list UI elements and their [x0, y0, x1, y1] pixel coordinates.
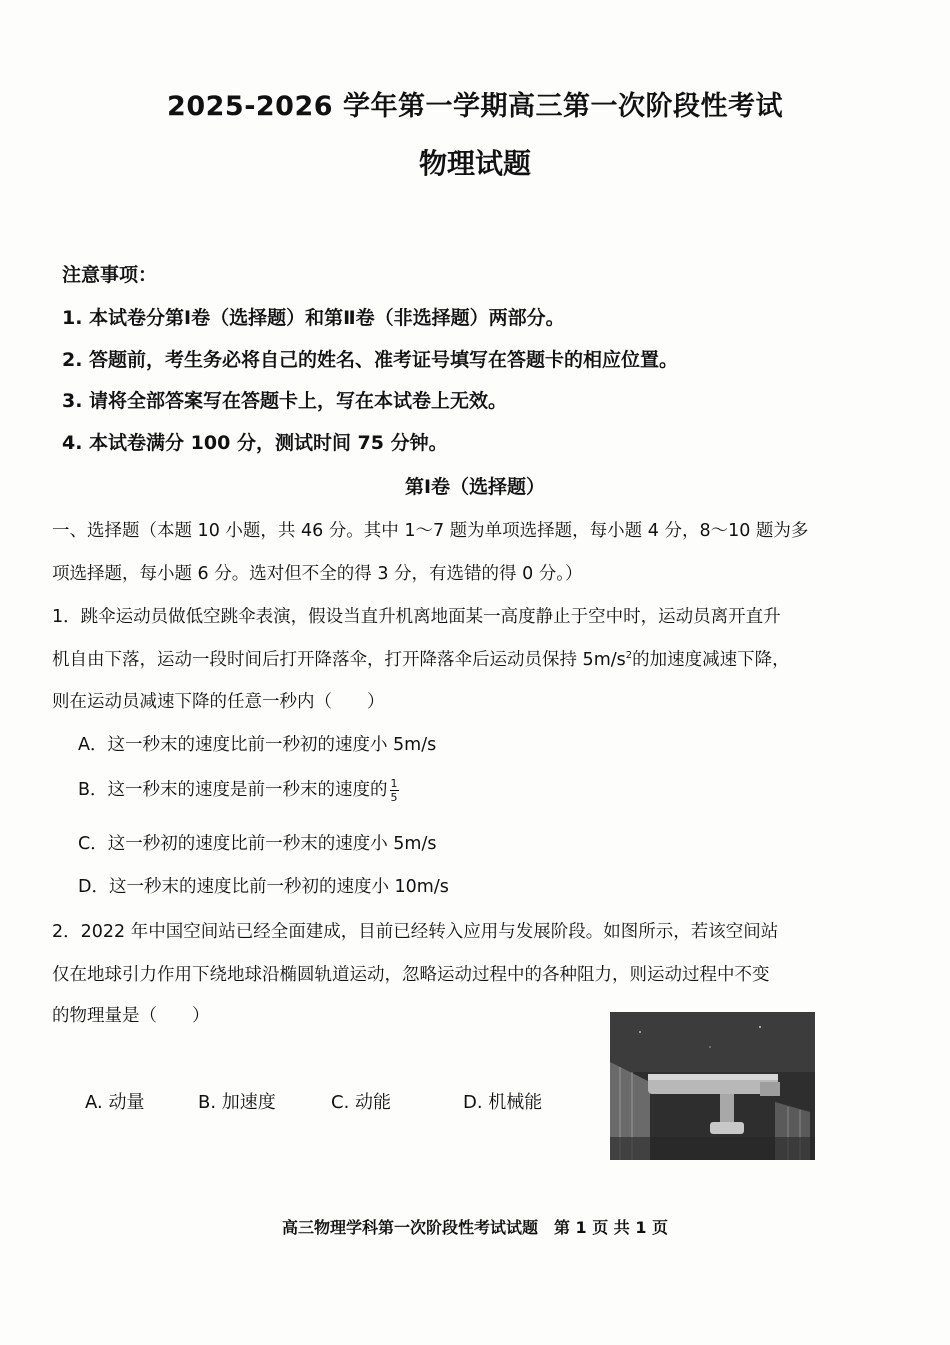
notice-item: 4. 本试卷满分 100 分，测试时间 75 分钟。: [62, 432, 448, 454]
question-1-option-b: [78, 776, 399, 804]
q1-text: 机自由下落，运动一段时间后打开降落伞，打开降落伞后运动员保持 5m/s: [52, 650, 626, 670]
question-1-stem: [52, 646, 790, 671]
section-intro: 项选择题，每小题 6 分。选对但不全的得 3 分，有选错的得 0 分。）: [52, 564, 583, 584]
notice-item: 3. 请将全部答案写在答题卡上，写在本试卷上无效。: [62, 390, 508, 412]
question-2-option-a: A. 动量: [85, 1092, 145, 1113]
fraction-denominator: 5: [390, 790, 398, 804]
option-b-text: B．这一秒末的速度是前一秒末的速度的: [78, 780, 388, 800]
question-2-stem: 的物理量是（ ）: [52, 1006, 210, 1026]
question-1-stem: 则在运动员减速下降的任意一秒内（ ）: [52, 692, 385, 712]
question-2-option-d: D. 机械能: [463, 1092, 543, 1113]
question-1-option-a: A．这一秒末的速度比前一秒初的速度小 5m/s: [78, 735, 437, 755]
fraction: [390, 777, 399, 804]
exam-subject: 物理试题: [418, 147, 531, 180]
space-station-photo: [610, 1012, 815, 1160]
section-title: 第Ⅰ卷（选择题）: [404, 476, 546, 498]
space-station-illustration: [610, 1012, 815, 1160]
exponent: 2: [625, 650, 633, 662]
question-2-stem: 仅在地球引力作用下绕地球沿椭圆轨道运动，忽略运动过程中的各种阻力，则运动过程中不变: [52, 965, 770, 985]
page-footer: 高三物理学科第一次阶段性考试试题 第 1 页 共 1 页: [281, 1218, 669, 1237]
question-2-option-b: B. 加速度: [198, 1092, 276, 1113]
exam-title: 2025-2026 学年第一学期高三第一次阶段性考试: [167, 91, 783, 122]
question-1-option-d: D．这一秒末的速度比前一秒初的速度小 10m/s: [78, 877, 449, 897]
fraction-numerator: 1: [390, 776, 398, 790]
notice-item: 2. 答题前，考生务必将自己的姓名、准考证号填写在答题卡的相应位置。: [62, 349, 679, 371]
question-2-stem: 2．2022 年中国空间站已经全面建成，目前已经转入应用与发展阶段。如图所示，若该空间站: [52, 922, 779, 942]
q1-text: 的加速度减速下降，: [632, 650, 790, 670]
question-2-option-c: C. 动能: [331, 1092, 392, 1113]
question-1-stem: 1．跳伞运动员做低空跳伞表演，假设当直升机离地面某一高度静止于空中时，运动员离开直升: [52, 607, 781, 627]
notice-heading: 注意事项：: [62, 264, 158, 286]
notice-item: 1. 本试卷分第Ⅰ卷（选择题）和第Ⅱ卷（非选择题）两部分。: [62, 307, 565, 329]
question-1-option-c: C．这一秒初的速度比前一秒末的速度小 5m/s: [78, 834, 437, 854]
section-intro: 一、选择题（本题 10 小题，共 46 分。其中 1～7 题为单项选择题，每小题 4 分，8～10 题为多: [52, 521, 809, 541]
